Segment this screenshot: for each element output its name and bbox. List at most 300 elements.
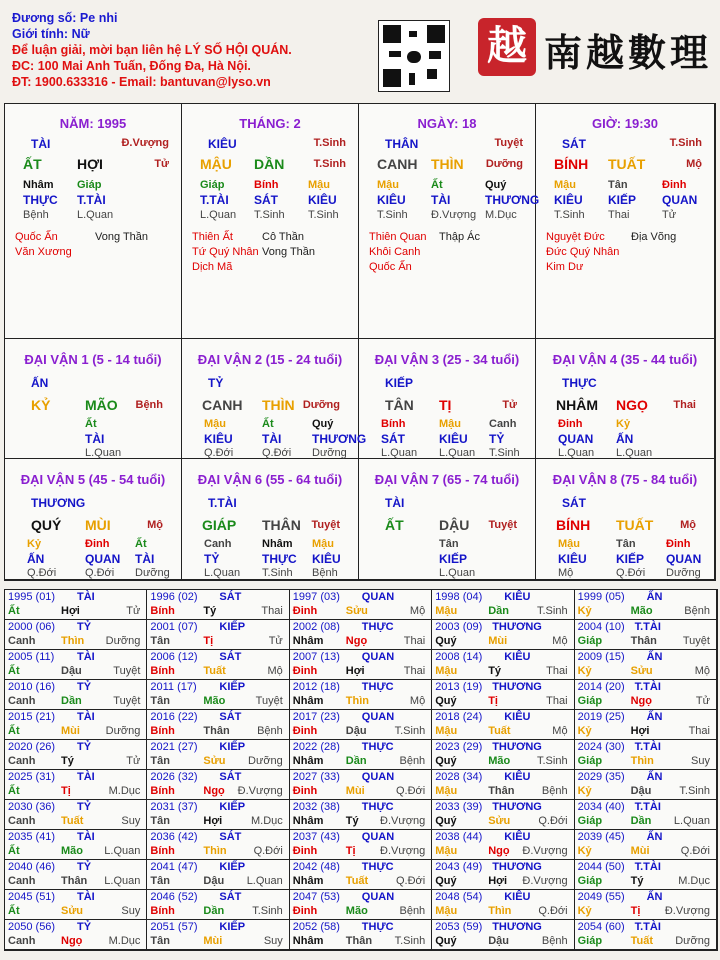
luck-hidden-god: TÀI: [135, 552, 155, 566]
year-cell: [575, 830, 717, 860]
year-label: 2031 (37): [150, 801, 198, 813]
year-branch: Tuất: [488, 725, 511, 737]
hidden-god: KIẾP: [608, 193, 637, 207]
year-branch: Thìn: [61, 635, 85, 647]
luck-cell: [359, 459, 536, 580]
year-branch: Mùi: [630, 845, 650, 857]
year-cell: [432, 680, 574, 710]
luck-title: ĐẠI VẬN 8 (75 - 84 tuổi): [552, 472, 698, 487]
year-cell: [147, 890, 289, 920]
year-god: KIÊU: [504, 711, 531, 723]
year-stem: Đinh: [292, 845, 318, 857]
year-label: 2013 (19): [435, 681, 483, 693]
year-label: 2024 (30): [577, 741, 625, 753]
top-state: T.Sinh: [313, 137, 346, 149]
year-label: 2037 (43): [292, 831, 340, 843]
luck-stem: NHÂM: [556, 397, 598, 413]
year-stem: Ất: [8, 665, 20, 677]
luck-hidden-god: TỶ: [489, 432, 505, 446]
earthly-branch: DẦN: [254, 156, 285, 172]
year-cell: [147, 860, 289, 890]
year-stem: Kỷ: [577, 845, 592, 857]
year-god: SÁT: [219, 891, 242, 903]
year-god: ẤN: [646, 771, 663, 783]
year-god: QUAN: [361, 891, 395, 903]
year-branch: Hợi: [630, 725, 650, 737]
star-left: Quốc Ấn: [369, 261, 412, 273]
year-stem: Bính: [150, 905, 175, 917]
year-label: 2003 (09): [435, 621, 483, 633]
luck-hidden-stem: Đinh: [85, 538, 110, 550]
luck-hidden-god: TÀI: [262, 432, 282, 446]
year-cell: [290, 830, 432, 860]
year-branch: Hợi: [345, 665, 365, 677]
year-stem: Mậu: [435, 905, 458, 917]
luck-god: T.TÀI: [208, 496, 237, 510]
year-cell: [432, 650, 574, 680]
year-cell: [5, 680, 147, 710]
year-cell: [290, 890, 432, 920]
year-branch: Sửu: [488, 815, 511, 827]
year-state: Thai: [546, 665, 568, 677]
year-cell: [575, 890, 717, 920]
year-branch: Tý: [630, 875, 644, 887]
year-stem: Đinh: [292, 785, 318, 797]
year-stem: Ất: [8, 725, 20, 737]
year-state: M.Dục: [678, 875, 710, 887]
seal-icon: 越: [478, 18, 536, 76]
heavenly-stem: ẤT: [23, 156, 42, 172]
year-stem: Bính: [150, 785, 175, 797]
luck-stem: BÍNH: [556, 517, 591, 533]
year-stem: Giáp: [577, 695, 603, 707]
star-right: Thập Ác: [439, 231, 480, 243]
year-cell: [290, 680, 432, 710]
luck-hidden-god: KIÊU: [439, 432, 468, 446]
year-god: THƯƠNG: [492, 801, 542, 813]
year-label: 2007 (13): [292, 651, 340, 663]
luck-hidden-god: TÀI: [85, 432, 105, 446]
star-left: Tứ Quý Nhân: [192, 246, 259, 258]
year-cell: [575, 800, 717, 830]
luck-god: SÁT: [562, 496, 586, 510]
hidden-stem: Nhâm: [23, 179, 54, 191]
year-state: M.Dục: [108, 785, 141, 797]
year-state: Tuyệt: [682, 635, 710, 647]
year-label: 2030 (36): [8, 801, 56, 813]
year-cell: [290, 860, 432, 890]
luck-god: THỰC: [562, 376, 597, 390]
year-branch: Thân: [488, 785, 515, 797]
pillar-title: NĂM: 1995: [59, 116, 127, 131]
year-stem: Quý: [435, 875, 457, 887]
address: ĐC: 100 Mai Anh Tuấn, Đống Đa, Hà Nội.: [12, 59, 251, 73]
year-stem: Quý: [435, 755, 457, 767]
year-stem: Giáp: [577, 935, 603, 947]
year-cell: [147, 710, 289, 740]
year-label: 2034 (40): [577, 801, 625, 813]
year-cell: [575, 680, 717, 710]
year-label: 2029 (35): [577, 771, 625, 783]
pillar-title: NGÀY: 18: [417, 116, 477, 131]
year-branch: Ngọ: [203, 785, 225, 797]
year-label: 2028 (34): [435, 771, 483, 783]
owner-name: Đương số: Pe nhi: [12, 11, 118, 25]
star-left: Thiên Quan: [369, 231, 427, 243]
year-god: SÁT: [219, 651, 242, 663]
year-state: T.Sinh: [252, 905, 283, 917]
ten-god: SÁT: [562, 137, 586, 151]
year-state: Suy: [691, 755, 710, 767]
year-cell: [575, 770, 717, 800]
year-stem: Tân: [150, 755, 170, 767]
year-god: QUAN: [361, 711, 395, 723]
year-label: 2047 (53): [292, 891, 340, 903]
year-state: L.Quan: [104, 875, 141, 887]
ten-god: THÂN: [385, 137, 419, 151]
luck-hidden-god: KIẾP: [439, 552, 468, 566]
year-state: T.Sinh: [394, 935, 426, 947]
year-label: 2036 (42): [150, 831, 198, 843]
branch-state: Tử: [154, 158, 169, 170]
year-label: 2039 (45): [577, 831, 625, 843]
luck-god: TÀI: [385, 496, 405, 510]
luck-title: ĐẠI VẬN 2 (15 - 24 tuổi): [197, 352, 343, 367]
year-label: 2005 (11): [8, 651, 55, 663]
luck-state: Bệnh: [135, 399, 163, 411]
luck-hidden-stem: Canh: [489, 418, 517, 430]
year-cell: [5, 620, 147, 650]
year-label: 1995 (01): [8, 591, 56, 603]
year-cell: [5, 860, 147, 890]
luck-cell: [182, 339, 367, 459]
year-cell: [290, 650, 432, 680]
hidden-god: THƯƠNG: [485, 193, 540, 207]
luck-state: Tuyệt: [311, 519, 340, 531]
hidden-god: QUAN: [662, 193, 698, 207]
year-cell: [5, 800, 147, 830]
hidden-stem: Mậu: [554, 179, 576, 191]
luck-hidden-stem: Mậu: [312, 538, 334, 550]
luck-hidden-stem: Canh: [204, 538, 232, 550]
luck-hidden-stem: Mậu: [204, 418, 226, 430]
year-stem: Kỷ: [577, 605, 592, 617]
ten-god: TÀI: [31, 137, 51, 151]
year-branch: Thân: [630, 635, 657, 647]
year-branch: Thìn: [345, 695, 370, 707]
year-state: Bệnh: [399, 755, 426, 767]
year-god: KIẾP: [219, 861, 246, 873]
year-label: 2025 (31): [8, 771, 56, 783]
year-stem: Bính: [150, 665, 175, 677]
year-label: 2053 (59): [435, 921, 483, 933]
year-branch: Thân: [345, 935, 373, 947]
year-god: SÁT: [219, 591, 242, 603]
luck-stem: KỶ: [31, 397, 51, 413]
year-cell: [575, 590, 717, 620]
year-stem: Nhâm: [292, 815, 324, 827]
luck-state: Mộ: [147, 519, 163, 531]
hidden-state: T.Sinh: [308, 209, 339, 221]
year-branch: Dần: [61, 695, 82, 707]
year-god: ẤN: [646, 651, 663, 663]
year-branch: Hợi: [61, 605, 80, 617]
luck-hidden-state: Q.Đới: [616, 567, 646, 579]
year-branch: Tuất: [203, 665, 226, 677]
year-stem: Ất: [8, 905, 20, 917]
year-label: 2043 (49): [435, 861, 483, 873]
year-stem: Nhâm: [292, 695, 324, 707]
hidden-god: KIÊU: [554, 193, 583, 207]
year-state: Suy: [121, 905, 141, 917]
year-stem: Đinh: [292, 725, 318, 737]
year-label: 2006 (12): [150, 651, 198, 663]
luck-hidden-stem: Kỷ: [616, 418, 631, 430]
year-branch: Tị: [630, 905, 641, 917]
year-god: THỰC: [361, 861, 394, 873]
year-state: Thai: [688, 725, 710, 737]
year-cell: [432, 800, 574, 830]
luck-hidden-stem: Mậu: [439, 418, 461, 430]
hidden-stem: Tân: [608, 179, 628, 191]
year-branch: Tý: [488, 665, 502, 677]
hidden-stem: Mậu: [308, 179, 330, 191]
luck-hidden-stem: Ất: [85, 418, 97, 430]
year-branch: Hợi: [488, 875, 508, 887]
pillar-cell: [359, 104, 540, 339]
year-cell: [5, 830, 147, 860]
year-label: 1996 (02): [150, 591, 198, 603]
year-god: SÁT: [219, 711, 242, 723]
year-branch: Ngọ: [61, 935, 83, 947]
year-god: TỶ: [77, 921, 92, 933]
year-state: Dưỡng: [105, 635, 141, 647]
year-label: 2021 (27): [150, 741, 198, 753]
year-stem: Canh: [8, 635, 36, 647]
year-god: THƯƠNG: [492, 861, 542, 873]
hidden-god: T.TÀI: [77, 193, 106, 207]
year-god: KIẾP: [219, 801, 246, 813]
year-branch: Thìn: [630, 755, 654, 767]
year-state: Bệnh: [541, 785, 568, 797]
year-label: 2010 (16): [8, 681, 56, 693]
year-god: T.TÀI: [634, 921, 661, 933]
year-cell: [147, 620, 289, 650]
star-left: Thiên Ất: [192, 231, 233, 243]
heavenly-stem: MẬU: [200, 156, 232, 172]
luck-state: Tử: [502, 399, 517, 411]
year-god: KIẾP: [219, 741, 246, 753]
year-branch: Tý: [345, 815, 359, 827]
year-god: TỶ: [77, 801, 92, 813]
phone-email: ĐT: 1900.633316 - Email: bantuvan@lyso.vn: [12, 75, 271, 89]
year-stem: Canh: [8, 875, 36, 887]
year-state: Q.Đới: [538, 905, 568, 917]
year-stem: Nhâm: [292, 635, 324, 647]
year-stem: Đinh: [292, 605, 318, 617]
year-branch: Dần: [345, 755, 367, 767]
gender: Giới tính: Nữ: [12, 27, 90, 41]
luck-branch: TUẤT: [616, 517, 654, 533]
year-state: Thai: [403, 635, 426, 647]
year-stem: Kỷ: [577, 785, 592, 797]
year-stem: Mậu: [435, 785, 458, 797]
year-branch: Mùi: [61, 725, 80, 737]
year-branch: Dậu: [630, 785, 652, 797]
year-god: TỶ: [77, 621, 92, 633]
year-state: Thai: [261, 605, 283, 617]
year-god: THỰC: [361, 801, 394, 813]
year-stem: Quý: [435, 695, 457, 707]
hidden-state: T.Sinh: [554, 209, 585, 221]
year-cell: [432, 830, 574, 860]
year-state: L.Quan: [246, 875, 283, 887]
year-branch: Tị: [61, 785, 71, 797]
year-state: Q.Đới: [395, 875, 426, 887]
year-label: 1997 (03): [292, 591, 340, 603]
luck-branch: THÂN: [262, 517, 301, 533]
year-stem: Tân: [150, 815, 170, 827]
hidden-stem: Quý: [485, 179, 507, 191]
year-state: Mộ: [694, 665, 710, 677]
hidden-god: SÁT: [254, 193, 278, 207]
year-god: ẤN: [646, 831, 663, 843]
luck-hidden-state: Q.Đới: [204, 447, 234, 459]
luck-hidden-state: L.Quan: [204, 567, 241, 579]
luck-hidden-god: SÁT: [381, 432, 405, 446]
luck-hidden-god: QUAN: [666, 552, 702, 566]
luck-hidden-stem: Đinh: [666, 538, 691, 550]
year-label: 2011 (17): [150, 681, 197, 693]
year-state: Q.Đới: [680, 845, 710, 857]
hidden-god: TÀI: [431, 193, 451, 207]
year-god: SÁT: [219, 831, 242, 843]
year-branch: Tý: [61, 755, 74, 767]
year-label: 2046 (52): [150, 891, 198, 903]
year-branch: Dậu: [488, 935, 509, 947]
year-label: 2018 (24): [435, 711, 483, 723]
year-cell: [432, 620, 574, 650]
year-branch: Mùi: [203, 935, 223, 947]
year-label: 2012 (18): [292, 681, 340, 693]
yearly-grid: [4, 589, 718, 951]
luck-cell: [536, 339, 715, 459]
luck-hidden-god: KIẾP: [616, 552, 645, 566]
year-state: Đ.Vượng: [237, 785, 283, 797]
year-cell: [432, 920, 574, 950]
year-stem: Mậu: [435, 725, 458, 737]
year-stem: Ất: [8, 845, 20, 857]
year-state: Bệnh: [684, 605, 710, 617]
luck-hidden-stem: Ất: [135, 538, 147, 550]
luck-title: ĐẠI VẬN 5 (45 - 54 tuổi): [20, 472, 166, 487]
year-stem: Canh: [8, 815, 36, 827]
year-label: 2015 (21): [8, 711, 56, 723]
hidden-god: THỰC: [23, 193, 58, 207]
year-branch: Mão: [630, 605, 653, 617]
year-cell: [147, 770, 289, 800]
year-branch: Ngọ: [630, 695, 652, 707]
luck-cell: [359, 339, 536, 459]
luck-hidden-stem: Ất: [262, 418, 274, 430]
year-label: 2054 (60): [577, 921, 625, 933]
luck-hidden-god: THỰC: [262, 552, 297, 566]
luck-hidden-state: Mộ: [558, 567, 574, 579]
year-branch: Mão: [488, 755, 511, 767]
year-stem: Ất: [8, 785, 20, 797]
year-state: Tuyệt: [113, 695, 141, 707]
year-label: 2041 (47): [150, 861, 198, 873]
year-state: L.Quan: [104, 845, 141, 857]
star-right: Vong Thần: [262, 246, 316, 258]
year-branch: Thân: [203, 725, 230, 737]
luck-god: THƯƠNG: [31, 496, 86, 510]
year-label: 2004 (10): [577, 621, 625, 633]
year-label: 2022 (28): [292, 741, 340, 753]
year-cell: [575, 920, 717, 950]
year-state: Dưỡng: [105, 725, 141, 737]
year-branch: Dần: [488, 605, 509, 617]
star-left: Kim Dư: [546, 261, 584, 273]
year-stem: Tân: [150, 875, 170, 887]
star-left: Nguyệt Đức: [546, 231, 605, 243]
year-label: 2019 (25): [577, 711, 625, 723]
pillar-cell: [536, 104, 715, 339]
year-cell: [147, 830, 289, 860]
pillar-cell: [182, 104, 359, 339]
year-label: 2008 (14): [435, 651, 483, 663]
year-label: 2016 (22): [150, 711, 198, 723]
year-label: 2042 (48): [292, 861, 340, 873]
year-stem: Tân: [150, 635, 170, 647]
hidden-stem: Giáp: [200, 179, 225, 191]
hidden-state: L.Quan: [77, 209, 114, 221]
year-label: 1999 (05): [577, 591, 625, 603]
year-stem: Mậu: [435, 845, 458, 857]
luck-stem: QUÝ: [31, 517, 62, 533]
year-cell: [147, 740, 289, 770]
year-god: THƯƠNG: [492, 621, 542, 633]
hidden-god: T.TÀI: [200, 193, 229, 207]
header-info: [12, 10, 292, 90]
logo-text: 南越數理: [544, 30, 713, 75]
luck-hidden-god: KIÊU: [312, 552, 341, 566]
year-god: T.TÀI: [634, 861, 661, 873]
year-stem: Giáp: [577, 635, 603, 647]
year-cell: [5, 920, 147, 950]
year-state: Mộ: [267, 665, 283, 677]
year-stem: Quý: [435, 935, 457, 947]
year-state: Suy: [263, 935, 283, 947]
year-state: Tuyệt: [255, 695, 283, 707]
year-branch: Thân: [61, 875, 88, 887]
luck-hidden-state: L.Quan: [439, 567, 476, 579]
top-state: T.Sinh: [669, 137, 702, 149]
luck-branch: THÌN: [262, 397, 295, 413]
luck-hidden-stem: Kỷ: [27, 538, 42, 550]
year-god: THỰC: [361, 621, 394, 633]
year-state: L.Quan: [673, 815, 710, 827]
year-branch: Dần: [630, 815, 652, 827]
hidden-stem: Ất: [431, 179, 443, 191]
year-label: 2000 (06): [8, 621, 56, 633]
year-state: Tử: [126, 755, 141, 767]
year-stem: Bính: [150, 605, 175, 617]
luck-title: ĐẠI VẬN 7 (65 - 74 tuổi): [374, 472, 520, 487]
luck-hidden-god: TỶ: [204, 552, 220, 566]
year-stem: Giáp: [577, 755, 603, 767]
year-stem: Kỷ: [577, 665, 592, 677]
